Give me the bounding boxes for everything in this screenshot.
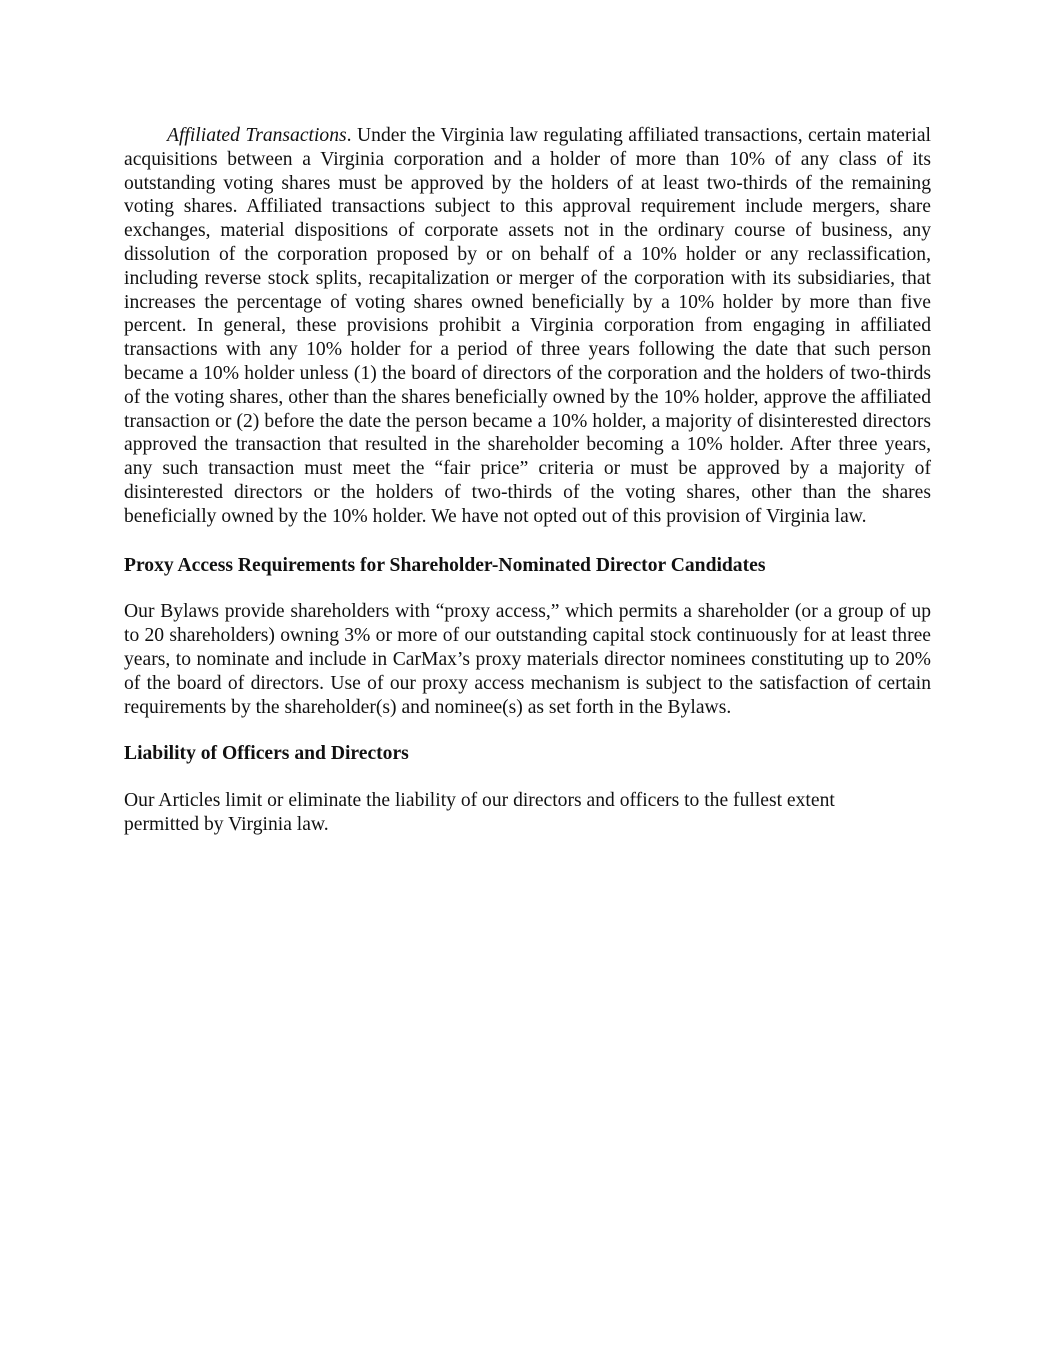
affiliated-transactions-lead: Affiliated Transactions — [167, 125, 347, 146]
document-page — [124, 124, 931, 837]
liability-heading: Liability of Officers and Directors — [124, 743, 409, 765]
affiliated-transactions-text: . Under the Virginia law regulating affiliated transactions, certain material acquisitions between a Virginia corporation and a holder of more than 10% of any class of its outstanding voting shares must be approved by the holders of at least two-thirds of the remaining voting shares. Affiliated transactions subject to this approval requirement include mergers, share exchanges, material dispositions of corporate assets not in the ordinary course of business, any dissolution of the corporation proposed by or on behalf of a 10% holder or any reclassification, including reverse stock splits, recapitalization or merger of the corporation with its subsidiaries, that increases the percentage of voting shares owned beneficially by a 10% holder by more than five percent. In general, these provisions prohibit a Virginia corporation from engaging in affiliated transactions with any 10% holder for a period of three years following the date that such person became a 10% holder unless (1) the board of directors of the corporation and the holders of two-thirds of the voting shares, other than the shares beneficially owned by the 10% holder, approve the affiliated transaction or (2) before the date the person became a 10% holder, a majority of disinterested directors approved the transaction that resulted in the shareholder becoming a 10% holder. After three years, any such transaction must meet the “fair price” criteria or must be approved by a majority of disinterested directors or the holders of two-thirds of the voting shares, other than the shares beneficially owned by the 10% holder. We have not opted out of this provision of Virginia law. — [124, 125, 931, 527]
affiliated-transactions-paragraph — [124, 124, 931, 529]
liability-paragraph: Our Articles limit or eliminate the liability of our directors and officers to the fullest extent permitted by Virginia law. — [124, 790, 835, 835]
proxy-access-heading: Proxy Access Requirements for Shareholder-Nominated Director Candidates — [124, 554, 766, 576]
proxy-access-paragraph: Our Bylaws provide shareholders with “proxy access,” which permits a shareholder (or a group of up to 20 shareholders) owning 3% or more of our outstanding capital stock continuously for at least three years, to nominate and include in CarMax’s proxy materials director nominees constituting up to 20% of the board of directors. Use of our proxy access mechanism is subject to the satisfaction of certain requirements by the shareholder(s) and nominee(s) as set forth in the Bylaws. — [124, 601, 931, 718]
